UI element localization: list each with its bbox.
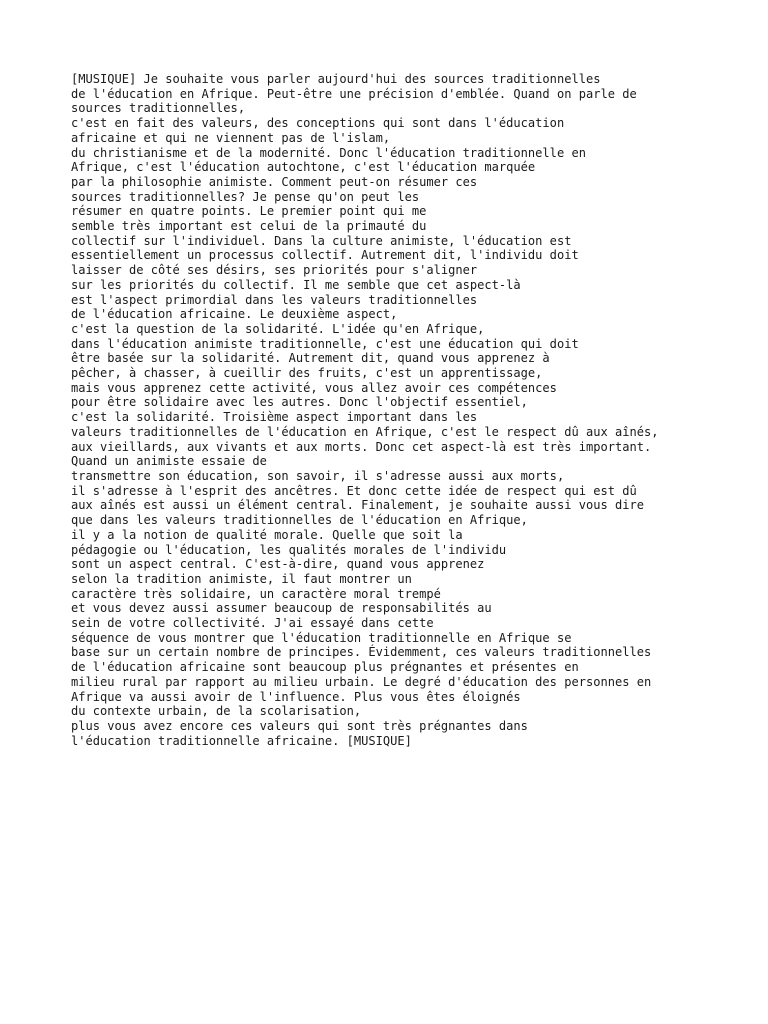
- transcript-line: plus vous avez encore ces valeurs qui sont très prégnantes dans: [71, 718, 528, 733]
- transcript-line: milieu rural par rapport au milieu urbain. Le degré d'éducation des personnes en: [71, 674, 652, 689]
- transcript-line: base sur un certain nombre de principes. Évidemment, ces valeurs traditionnelles: [71, 645, 652, 660]
- transcript-line: caractère très solidaire, un caractère moral trempé: [71, 586, 441, 601]
- transcript-line: dans l'éducation animiste traditionnelle, c'est une éducation qui doit: [71, 336, 579, 351]
- transcript-line: c'est en fait des valeurs, des conceptions qui sont dans l'éducation: [71, 116, 565, 131]
- transcript-line: sources traditionnelles? Je pense qu'on peut les: [71, 189, 420, 204]
- transcript-line: sources traditionnelles,: [71, 101, 246, 116]
- transcript-line: collectif sur l'individuel. Dans la culture animiste, l'éducation est: [71, 233, 572, 248]
- transcript-line: du contexte urbain, de la scolarisation,: [71, 704, 362, 719]
- transcript-line: semble très important est celui de la primauté du: [71, 219, 427, 234]
- transcript-line: sein de votre collectivité. J'ai essayé dans cette: [71, 616, 434, 631]
- transcript-line: transmettre son éducation, son savoir, il s'adresse aussi aux morts,: [71, 468, 565, 483]
- transcript-line: par la philosophie animiste. Comment peut-on résumer ces: [71, 174, 478, 189]
- transcript-line: de l'éducation africaine sont beaucoup plus prégnantes et présentes en: [71, 660, 579, 675]
- transcript-line: séquence de vous montrer que l'éducation traditionnelle en Afrique se: [71, 630, 572, 645]
- transcript-line: pêcher, à chasser, à cueillir des fruits, c'est un apprentissage,: [71, 366, 543, 381]
- transcript-line: sont un aspect central. C'est-à-dire, quand vous apprenez: [71, 557, 485, 572]
- transcript-line: Afrique va aussi avoir de l'influence. Plus vous êtes éloignés: [71, 689, 521, 704]
- transcript-line: sur les priorités du collectif. Il me semble que cet aspect-là: [71, 277, 521, 292]
- transcript-line: est l'aspect primordial dans les valeurs traditionnelles: [71, 292, 478, 307]
- transcript-line: laisser de côté ses désirs, ses priorités pour s'aligner: [71, 263, 478, 278]
- transcript-line: valeurs traditionnelles de l'éducation en Afrique, c'est le respect dû aux aînés,: [71, 424, 659, 439]
- transcript-line: c'est la solidarité. Troisième aspect important dans les: [71, 410, 478, 425]
- transcript-line: mais vous apprenez cette activité, vous allez avoir ces compétences: [71, 380, 557, 395]
- transcript-line: que dans les valeurs traditionnelles de l'éducation en Afrique,: [71, 513, 528, 528]
- transcript-line: et vous devez aussi assumer beaucoup de responsabilités au: [71, 601, 492, 616]
- transcript-text: [71, 72, 761, 748]
- transcript-line: résumer en quatre points. Le premier point qui me: [71, 204, 427, 219]
- transcript-line: pour être solidaire avec les autres. Donc l'objectif essentiel,: [71, 395, 528, 410]
- transcript-line: Quand un animiste essaie de: [71, 454, 267, 469]
- transcript-line: l'éducation traditionnelle africaine. [MUSIQUE]: [71, 733, 412, 748]
- transcript-line: c'est la question de la solidarité. L'idée qu'en Afrique,: [71, 321, 485, 336]
- transcript-line: pédagogie ou l'éducation, les qualités morales de l'individu: [71, 542, 507, 557]
- transcript-line: de l'éducation en Afrique. Peut-être une précision d'emblée. Quand on parle de: [71, 86, 637, 101]
- transcript-line: de l'éducation africaine. Le deuxième aspect,: [71, 307, 398, 322]
- transcript-line: aux vieillards, aux vivants et aux morts. Donc cet aspect-là est très important.: [71, 439, 652, 454]
- transcript-page: [71, 72, 761, 748]
- transcript-line: selon la tradition animiste, il faut montrer un: [71, 571, 412, 586]
- transcript-line: il y a la notion de qualité morale. Quelle que soit la: [71, 527, 463, 542]
- transcript-line: essentiellement un processus collectif. Autrement dit, l'individu doit: [71, 248, 579, 263]
- transcript-line: il s'adresse à l'esprit des ancêtres. Et donc cette idée de respect qui est dû: [71, 483, 637, 498]
- transcript-line: Afrique, c'est l'éducation autochtone, c'est l'éducation marquée: [71, 160, 536, 175]
- transcript-line: aux aînés est aussi un élément central. Finalement, je souhaite aussi vous dire: [71, 498, 644, 513]
- transcript-line: du christianisme et de la modernité. Donc l'éducation traditionnelle en: [71, 145, 586, 160]
- transcript-line: être basée sur la solidarité. Autrement dit, quand vous apprenez à: [71, 351, 550, 366]
- transcript-line: [MUSIQUE] Je souhaite vous parler aujourd'hui des sources traditionnelles: [71, 72, 601, 86]
- transcript-line: africaine et qui ne viennent pas de l'islam,: [71, 130, 391, 145]
